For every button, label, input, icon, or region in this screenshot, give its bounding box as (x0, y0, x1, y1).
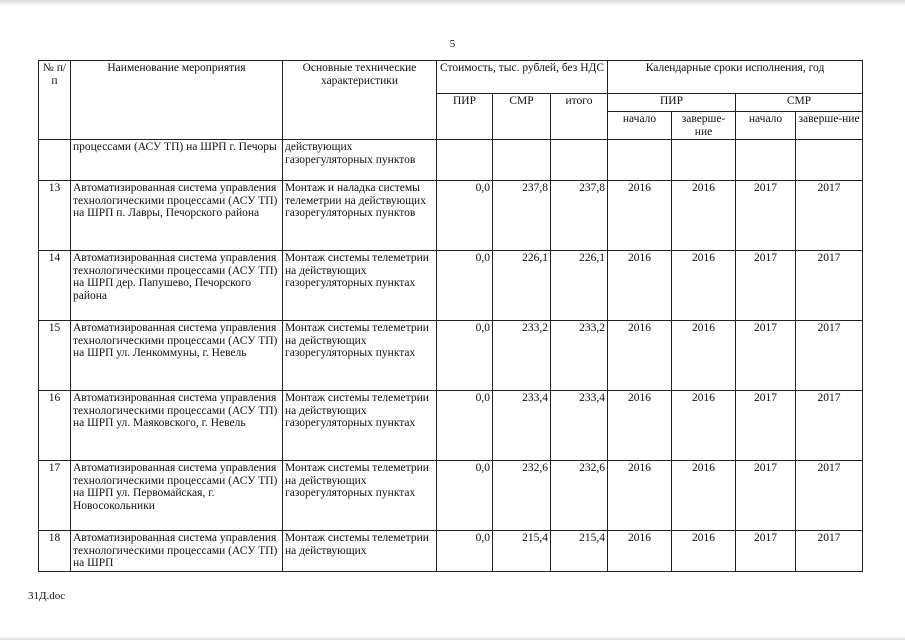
table-row (39, 251, 863, 321)
cell-total: 237,8 (551, 181, 608, 251)
cell-smr-end: 2017 (796, 321, 863, 391)
measures-table (38, 60, 863, 572)
footer-filename: 31Д.doc (28, 590, 66, 602)
continuation-row (39, 140, 863, 181)
cell-pir: 0,0 (437, 321, 493, 391)
cell-smr-start: 2017 (736, 391, 796, 461)
cell-smr: 233,4 (493, 391, 551, 461)
scan-edge-bottom (0, 636, 905, 640)
header-tech: Основные технические характеристики (283, 61, 437, 140)
table-row (39, 321, 863, 391)
header-cost-smr: СМР (493, 94, 551, 140)
header-sched-smr: СМР (736, 94, 863, 112)
cell-total: 232,6 (551, 461, 608, 531)
cell-pir-start: 2016 (608, 181, 672, 251)
cell-pir: 0,0 (437, 461, 493, 531)
cell-pir-end: 2016 (672, 181, 736, 251)
cell-smr: 226,1 (493, 251, 551, 321)
page-number: 5 (449, 38, 456, 50)
cell-smr-end: 2017 (796, 531, 863, 572)
cell-tech: действующих газорегуляторных пунктов (283, 140, 437, 181)
header-sched-pir: ПИР (608, 94, 736, 112)
table-row (39, 391, 863, 461)
cell-name: Автоматизированная система управления технологическими процессами (АСУ ТП) на ШРП дер. Папушево, Печорского района (71, 251, 283, 321)
cell-smr: 232,6 (493, 461, 551, 531)
header-row-1 (39, 61, 863, 94)
cell-total (551, 140, 608, 181)
cell-pir-start: 2016 (608, 461, 672, 531)
header-smr-start: начало (736, 112, 796, 140)
cell-num (39, 140, 71, 181)
cell-smr-start: 2017 (736, 531, 796, 572)
cell-pir-start: 2016 (608, 251, 672, 321)
cell-num: 15 (39, 321, 71, 391)
cell-num: 17 (39, 461, 71, 531)
cell-name: Автоматизированная система управления технологическими процессами (АСУ ТП) на ШРП ул. Маяковского, г. Невель (71, 391, 283, 461)
cell-smr-start: 2017 (736, 251, 796, 321)
cell-pir: 0,0 (437, 181, 493, 251)
header-pir-end: заверше-ние (672, 112, 736, 140)
cell-pir (437, 140, 493, 181)
cell-name: Автоматизированная система управления технологическими процессами (АСУ ТП) на ШРП ул. Ленкоммуны, г. Невель (71, 321, 283, 391)
cell-name: процессами (АСУ ТП) на ШРП г. Печоры (71, 140, 283, 181)
cell-pir-end: 2016 (672, 321, 736, 391)
header-smr-end: заверше-ние (796, 112, 863, 140)
cell-pir: 0,0 (437, 531, 493, 572)
table-row (39, 181, 863, 251)
cell-num: 14 (39, 251, 71, 321)
cell-smr-end: 2017 (796, 181, 863, 251)
header-num: № п/п (39, 61, 71, 140)
cell-pir-start: 2016 (608, 321, 672, 391)
header-name: Наименование мероприятия (71, 61, 283, 140)
cell-name: Автоматизированная система управления технологическими процессами (АСУ ТП) на ШРП (71, 531, 283, 572)
cell-total: 215,4 (551, 531, 608, 572)
cell-smr-end: 2017 (796, 391, 863, 461)
cell-pir: 0,0 (437, 251, 493, 321)
cell-num: 18 (39, 531, 71, 572)
cell-pir-start: 2016 (608, 531, 672, 572)
cell-smr-start: 2017 (736, 321, 796, 391)
cell-pir-end: 2016 (672, 391, 736, 461)
cell-smr-end (796, 140, 863, 181)
cell-tech: Монтаж системы телеметрии на действующих газорегуляторных пунктах (283, 391, 437, 461)
cell-pir-end (672, 140, 736, 181)
cell-total: 233,2 (551, 321, 608, 391)
cell-pir-start: 2016 (608, 391, 672, 461)
cell-tech: Монтаж системы телеметрии на действующих газорегуляторных пунктах (283, 251, 437, 321)
table-row (39, 461, 863, 531)
cell-pir-end: 2016 (672, 461, 736, 531)
cell-smr-end: 2017 (796, 251, 863, 321)
header-cost: Стоимость, тыс. рублей, без НДС (437, 61, 608, 94)
header-cost-pir: ПИР (437, 94, 493, 140)
cell-pir-start (608, 140, 672, 181)
cell-smr-start: 2017 (736, 181, 796, 251)
cell-smr (493, 140, 551, 181)
cell-pir-end: 2016 (672, 531, 736, 572)
cell-smr-end: 2017 (796, 461, 863, 531)
cell-pir: 0,0 (437, 391, 493, 461)
table-row (39, 531, 863, 572)
cell-total: 226,1 (551, 251, 608, 321)
cell-name: Автоматизированная система управления технологическими процессами (АСУ ТП) на ШРП п. Лавры, Печорского района (71, 181, 283, 251)
cell-name: Автоматизированная система управления технологическими процессами (АСУ ТП) на ШРП ул. Первомайская, г. Новосокольники (71, 461, 283, 531)
cell-num: 13 (39, 181, 71, 251)
cell-smr: 215,4 (493, 531, 551, 572)
cell-tech: Монтаж и наладка системы телеметрии на действующих газорегуляторных пунктов (283, 181, 437, 251)
cell-tech: Монтаж системы телеметрии на действующих (283, 531, 437, 572)
header-schedule: Календарные сроки исполнения, год (608, 61, 863, 94)
cell-num: 16 (39, 391, 71, 461)
header-cost-total: итого (551, 94, 608, 140)
cell-tech: Монтаж системы телеметрии на действующих газорегуляторных пунктах (283, 461, 437, 531)
cell-smr: 237,8 (493, 181, 551, 251)
scan-edge-top (0, 0, 905, 6)
cell-pir-end: 2016 (672, 251, 736, 321)
cell-smr-start (736, 140, 796, 181)
cell-smr-start: 2017 (736, 461, 796, 531)
cell-total: 233,4 (551, 391, 608, 461)
cell-tech: Монтаж системы телеметрии на действующих газорегуляторных пунктах (283, 321, 437, 391)
header-pir-start: начало (608, 112, 672, 140)
cell-smr: 233,2 (493, 321, 551, 391)
